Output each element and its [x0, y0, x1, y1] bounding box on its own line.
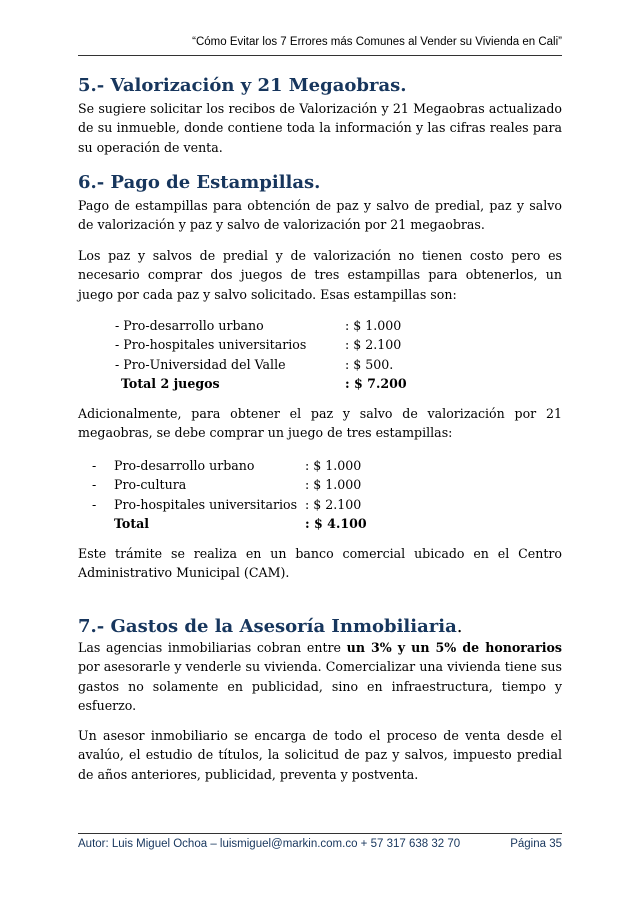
header-rule: [78, 55, 562, 56]
stamp-label: - Pro-hospitales universitarios: [115, 337, 307, 353]
section-5-title: 5.- Valorización y 21 Megaobras.: [78, 75, 407, 96]
section-6-paragraph-1: Pago de estampillas para obtención de paz y salvo de predial, paz y salvo de valorización y paz y salvo de valorización por 21 megaobras.: [78, 198, 562, 233]
section-7-title-text: 7.- Gastos de la Asesoría Inmobiliaria: [78, 616, 457, 637]
table-row: [115, 355, 407, 374]
stamp-value: : $ 1.000: [345, 318, 402, 333]
page-header: “Cómo Evitar los 7 Errores más Comunes al Vender su Vivienda en Cali”: [192, 36, 562, 48]
stamp-label: Pro-cultura: [114, 477, 187, 493]
stamp-label: - Pro-Universidad del Valle: [115, 356, 286, 372]
table-row: [115, 335, 407, 354]
stamp-value: : $ 2.100: [305, 496, 362, 512]
total-label: Total 2 juegos: [121, 376, 220, 392]
fees-highlight: un 3% y un 5% de honorarios: [346, 640, 563, 655]
stamps-table-2: [92, 456, 367, 534]
section-7-title: [78, 616, 462, 638]
table-row: [92, 475, 367, 494]
total-label: Total: [114, 516, 150, 532]
section-7-title-dot: .: [456, 616, 463, 637]
stamp-value: : $ 1.000: [305, 477, 362, 493]
section-6-title: 6.- Pago de Estampillas.: [78, 172, 321, 193]
footer-author: Autor: Luis Miguel Ochoa – luismiguel@markin.com.co + 57 317 638 32 70: [78, 838, 461, 850]
stamps-table-1: [115, 316, 407, 394]
section-6-paragraph-3: Adicionalmente, para obtener el paz y salvo de valorización por 21 megaobras, se debe comprar un juego de tres estampillas:: [78, 406, 562, 441]
stamp-label: - Pro-desarrollo urbano: [115, 318, 264, 333]
table-row: [92, 456, 367, 475]
fees-rest: por asesorarle y venderle su vivienda. Comercializar una vivienda tiene sus gastos no solamente en publicidad, sino en infraestructura, tiempo y esfuerzo.: [78, 659, 562, 714]
stamp-label: Pro-desarrollo urbano: [114, 458, 255, 473]
section-6-paragraph-2: Los paz y salvos de predial y de valorización no tienen costo pero es necesario comprar dos juegos de tres estampillas para obtenerlos, un juego por cada paz y salvo solicitado. Esas estampillas son:: [78, 248, 562, 302]
table-row: [115, 316, 407, 335]
section-7-paragraph-2: Un asesor inmobiliario se encarga de todo el proceso de venta desde el avalúo, el estudio de títulos, la solicitud de paz y salvos, impuesto predial de años anteriores, publicidad, preventa y postventa.: [78, 728, 562, 782]
stamp-value: : $ 1.000: [305, 458, 362, 473]
fees-intro: Las agencias inmobiliarias cobran entre: [78, 640, 347, 655]
stamp-value: : $ 500.: [345, 356, 394, 372]
footer-rule: [78, 833, 562, 834]
table-total-row: [115, 374, 407, 393]
section-7-paragraph-1: [78, 638, 562, 716]
section-5-body: Se sugiere solicitar los recibos de Valorización y 21 Megaobras actualizado de su inmueble, donde contiene toda la información y las cifras reales para su operación de venta.: [78, 101, 562, 155]
table-total-row: [92, 514, 367, 533]
section-6-paragraph-4: Este trámite se realiza en un banco comercial ubicado en el Centro Administrativo Municipal (CAM).: [78, 546, 562, 581]
stamp-value: : $ 2.100: [345, 337, 402, 353]
bullet-dash: -: [92, 496, 97, 512]
bullet-dash: -: [92, 477, 97, 493]
total-value: : $ 4.100: [305, 516, 367, 532]
stamp-label: Pro-hospitales universitarios: [114, 496, 298, 512]
page-footer: [78, 838, 562, 850]
table-row: [92, 495, 367, 514]
page-number: Página 35: [510, 838, 562, 850]
total-value: : $ 7.200: [345, 376, 407, 392]
bullet-dash: -: [92, 458, 97, 473]
